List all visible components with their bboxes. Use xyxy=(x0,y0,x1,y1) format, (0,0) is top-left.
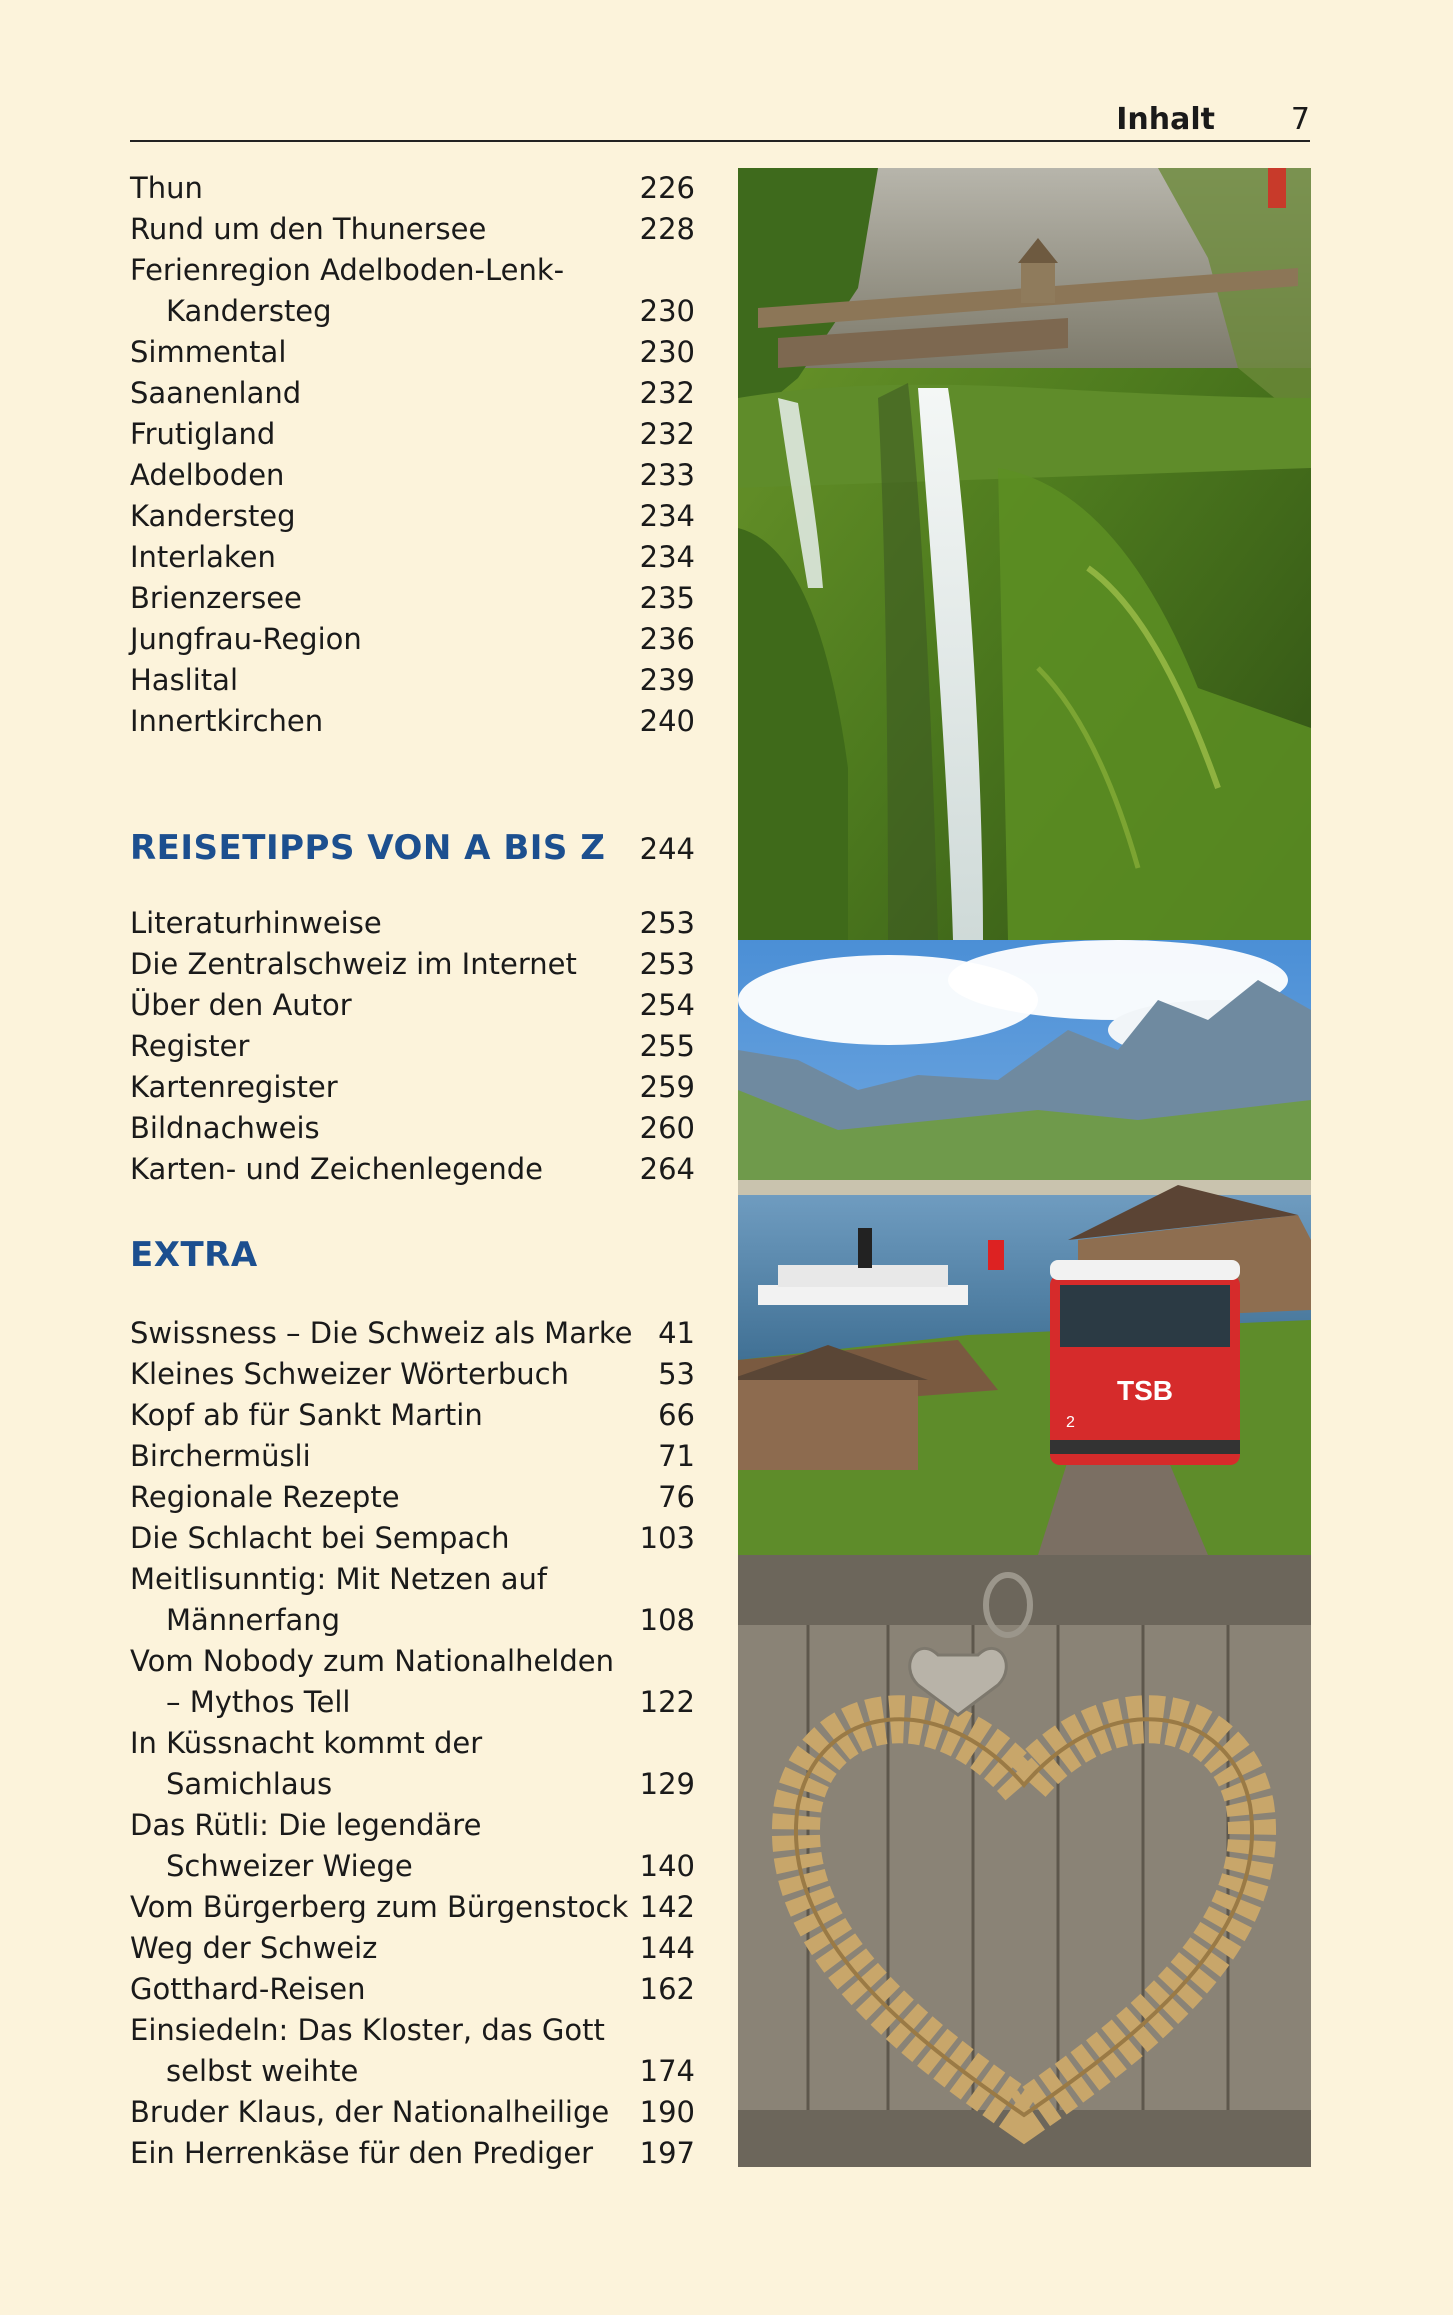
toc-entry[interactable] xyxy=(130,1149,695,1190)
toc-entry-title: Die Zentralschweiz im Internet xyxy=(130,947,577,981)
toc-entry-title: Kopf ab für Sankt Martin xyxy=(130,1398,483,1432)
heading-page: 244 xyxy=(639,832,695,866)
toc-extra xyxy=(130,1313,695,2174)
toc-entry[interactable] xyxy=(130,985,695,1026)
lake-train-illustration xyxy=(738,940,1311,1555)
photo-wooden-heart xyxy=(738,1555,1311,2167)
toc-entry-page: 239 xyxy=(639,663,695,697)
toc-entry-title: Kandersteg xyxy=(166,294,332,328)
toc-entry-title: Haslital xyxy=(130,663,238,697)
toc-entry-page: 235 xyxy=(639,581,695,615)
toc-entry-page: 230 xyxy=(639,294,695,328)
toc-entry-page: 174 xyxy=(639,2054,695,2088)
toc-entry[interactable] xyxy=(130,209,695,250)
toc-heading-extra xyxy=(130,1235,695,1279)
train-sign: TSB xyxy=(1117,1375,1173,1406)
toc-entry[interactable] xyxy=(130,168,695,209)
toc-entry-page: 144 xyxy=(639,1931,695,1965)
toc-entry-page: 234 xyxy=(639,540,695,574)
page-header xyxy=(130,100,1310,142)
toc-entry-page: 234 xyxy=(639,499,695,533)
toc-entry-page: 76 xyxy=(658,1480,695,1514)
toc-entry[interactable] xyxy=(130,701,695,742)
toc-entry-title: Jungfrau-Region xyxy=(130,622,362,656)
toc-entry-page: 53 xyxy=(658,1357,695,1391)
toc-entry[interactable] xyxy=(130,1436,695,1477)
toc-entry-title: Bildnachweis xyxy=(130,1111,320,1145)
toc-entry-page: 264 xyxy=(639,1152,695,1186)
toc-entry-title: Register xyxy=(130,1029,250,1063)
toc-entry[interactable] xyxy=(130,1805,695,1846)
toc-entry[interactable] xyxy=(130,373,695,414)
toc-entry-page: 142 xyxy=(639,1890,695,1924)
toc-entry-title: Interlaken xyxy=(130,540,276,574)
toc-entry-title: In Küssnacht kommt der xyxy=(130,1726,483,1760)
toc-entry-title: Saanenland xyxy=(130,376,302,410)
toc-entry-title: Ferienregion Adelboden-Lenk- xyxy=(130,253,565,287)
toc-entry[interactable] xyxy=(130,1108,695,1149)
toc-entry-title: Adelboden xyxy=(130,458,285,492)
toc-entry-page: 140 xyxy=(639,1849,695,1883)
toc-entry[interactable] xyxy=(130,619,695,660)
toc-entry-title: Ein Herrenkäse für den Prediger xyxy=(130,2136,594,2170)
heart-illustration xyxy=(738,1555,1311,2167)
toc-entry[interactable] xyxy=(130,1559,695,1600)
toc-entry-title: Kartenregister xyxy=(130,1070,338,1104)
photo-waterfall xyxy=(738,168,1311,940)
toc-entry[interactable] xyxy=(130,496,695,537)
heading-title: REISETIPPS VON A BIS Z xyxy=(130,828,606,868)
toc-entry[interactable] xyxy=(130,537,695,578)
toc-entry[interactable] xyxy=(130,903,695,944)
toc-entry-page: 254 xyxy=(639,988,695,1022)
toc-entry-title: Regionale Rezepte xyxy=(130,1480,400,1514)
toc-entry-page: 197 xyxy=(639,2136,695,2170)
toc-entry-title: Swissness – Die Schweiz als Marke xyxy=(130,1316,633,1350)
toc-entry-page: 260 xyxy=(639,1111,695,1145)
toc-entry-title: Über den Autor xyxy=(130,988,352,1022)
toc-entry-title: Vom Nobody zum Nationalhelden xyxy=(130,1644,614,1678)
train-number: 2 xyxy=(1066,1414,1075,1431)
toc-entry[interactable] xyxy=(130,1477,695,1518)
toc-entry-page: 162 xyxy=(639,1972,695,2006)
toc-entry[interactable] xyxy=(130,414,695,455)
toc-entry[interactable] xyxy=(130,291,695,332)
toc-entry-title: Birchermüsli xyxy=(130,1439,311,1473)
toc-entry-title: Das Rütli: Die legendäre xyxy=(130,1808,482,1842)
toc-entry-title: Literaturhinweise xyxy=(130,906,382,940)
toc-entry[interactable] xyxy=(130,1354,695,1395)
toc-entry-page: 233 xyxy=(639,458,695,492)
toc-entry-title: Einsiedeln: Das Kloster, das Gott xyxy=(130,2013,605,2047)
toc-appendix xyxy=(130,903,695,1190)
toc-entry-page: 232 xyxy=(639,376,695,410)
toc-entry-page: 236 xyxy=(639,622,695,656)
toc-entry[interactable] xyxy=(130,2010,695,2051)
toc-heading-reisetipps[interactable] xyxy=(130,828,695,872)
running-head: Inhalt xyxy=(1116,102,1215,137)
toc-entry-title: Meitlisunntig: Mit Netzen auf xyxy=(130,1562,548,1596)
toc-entry-page: 71 xyxy=(658,1439,695,1473)
toc-entry-page: 103 xyxy=(639,1521,695,1555)
toc-entry-page: 228 xyxy=(639,212,695,246)
toc-entry[interactable] xyxy=(130,332,695,373)
toc-entry[interactable] xyxy=(130,1641,695,1682)
toc-entry-title: Bruder Klaus, der Nationalheilige xyxy=(130,2095,610,2129)
toc-entry[interactable] xyxy=(130,1067,695,1108)
toc-entry[interactable] xyxy=(130,1846,695,1887)
toc-entry-page: 232 xyxy=(639,417,695,451)
toc-regions xyxy=(130,168,695,742)
toc-entry-page: 255 xyxy=(639,1029,695,1063)
toc-entry-title: Frutigland xyxy=(130,417,276,451)
toc-entry[interactable] xyxy=(130,1313,695,1354)
toc-entry[interactable] xyxy=(130,1764,695,1805)
toc-entry-page: 129 xyxy=(639,1767,695,1801)
toc-entry[interactable] xyxy=(130,1600,695,1641)
toc-entry[interactable] xyxy=(130,2051,695,2092)
toc-entry-page: 240 xyxy=(639,704,695,738)
toc-entry[interactable] xyxy=(130,1518,695,1559)
toc-entry-title: Die Schlacht bei Sempach xyxy=(130,1521,510,1555)
toc-entry-page: 253 xyxy=(639,906,695,940)
toc-entry-title: Innertkirchen xyxy=(130,704,324,738)
heading-title: EXTRA xyxy=(130,1235,258,1275)
toc-entry[interactable] xyxy=(130,660,695,701)
photo-column xyxy=(738,168,1311,2167)
toc-entry[interactable] xyxy=(130,455,695,496)
toc-entry-title: Karten- und Zeichenlegende xyxy=(130,1152,543,1186)
toc-entry-page: 226 xyxy=(639,171,695,205)
toc-entry[interactable] xyxy=(130,1682,695,1723)
toc-entry[interactable] xyxy=(130,1026,695,1067)
page-number: 7 xyxy=(1290,102,1310,137)
toc-entry-title: Schweizer Wiege xyxy=(166,1849,413,1883)
toc-entry[interactable] xyxy=(130,2133,695,2174)
toc-entry-title: Kandersteg xyxy=(130,499,296,533)
toc-entry-title: Thun xyxy=(130,171,203,205)
toc-entry-page: 41 xyxy=(658,1316,695,1350)
toc-entry-title: Simmental xyxy=(130,335,287,369)
toc-entry[interactable] xyxy=(130,2092,695,2133)
toc-entry[interactable] xyxy=(130,944,695,985)
toc-entry-title: Kleines Schweizer Wörterbuch xyxy=(130,1357,569,1391)
toc-entry-title: Gotthard-Reisen xyxy=(130,1972,366,2006)
waterfall-illustration xyxy=(738,168,1311,940)
toc-entry-title: Weg der Schweiz xyxy=(130,1931,378,1965)
toc-entry-title: – Mythos Tell xyxy=(166,1685,351,1719)
toc-entry-title: Samichlaus xyxy=(166,1767,333,1801)
toc-entry[interactable] xyxy=(130,1969,695,2010)
toc-entry-title: Brienzersee xyxy=(130,581,302,615)
toc-entry-title: Rund um den Thunersee xyxy=(130,212,487,246)
toc-entry[interactable] xyxy=(130,1395,695,1436)
toc-entry-page: 108 xyxy=(639,1603,695,1637)
toc-entry-page: 190 xyxy=(639,2095,695,2129)
toc-entry-title: Vom Bürgerberg zum Bürgenstock xyxy=(130,1890,629,1924)
toc-entry[interactable] xyxy=(130,1887,695,1928)
toc-entry-page: 259 xyxy=(639,1070,695,1104)
photo-lake-train xyxy=(738,940,1311,1555)
toc-entry-title: selbst weihte xyxy=(166,2054,359,2088)
toc-entry[interactable] xyxy=(130,1723,695,1764)
toc-entry[interactable] xyxy=(130,1928,695,1969)
toc-entry[interactable] xyxy=(130,250,695,291)
toc-entry[interactable] xyxy=(130,578,695,619)
toc-entry-title: Männerfang xyxy=(166,1603,341,1637)
toc-entry-page: 122 xyxy=(639,1685,695,1719)
toc-entry-page: 66 xyxy=(658,1398,695,1432)
toc-entry-page: 253 xyxy=(639,947,695,981)
toc-entry-page: 230 xyxy=(639,335,695,369)
